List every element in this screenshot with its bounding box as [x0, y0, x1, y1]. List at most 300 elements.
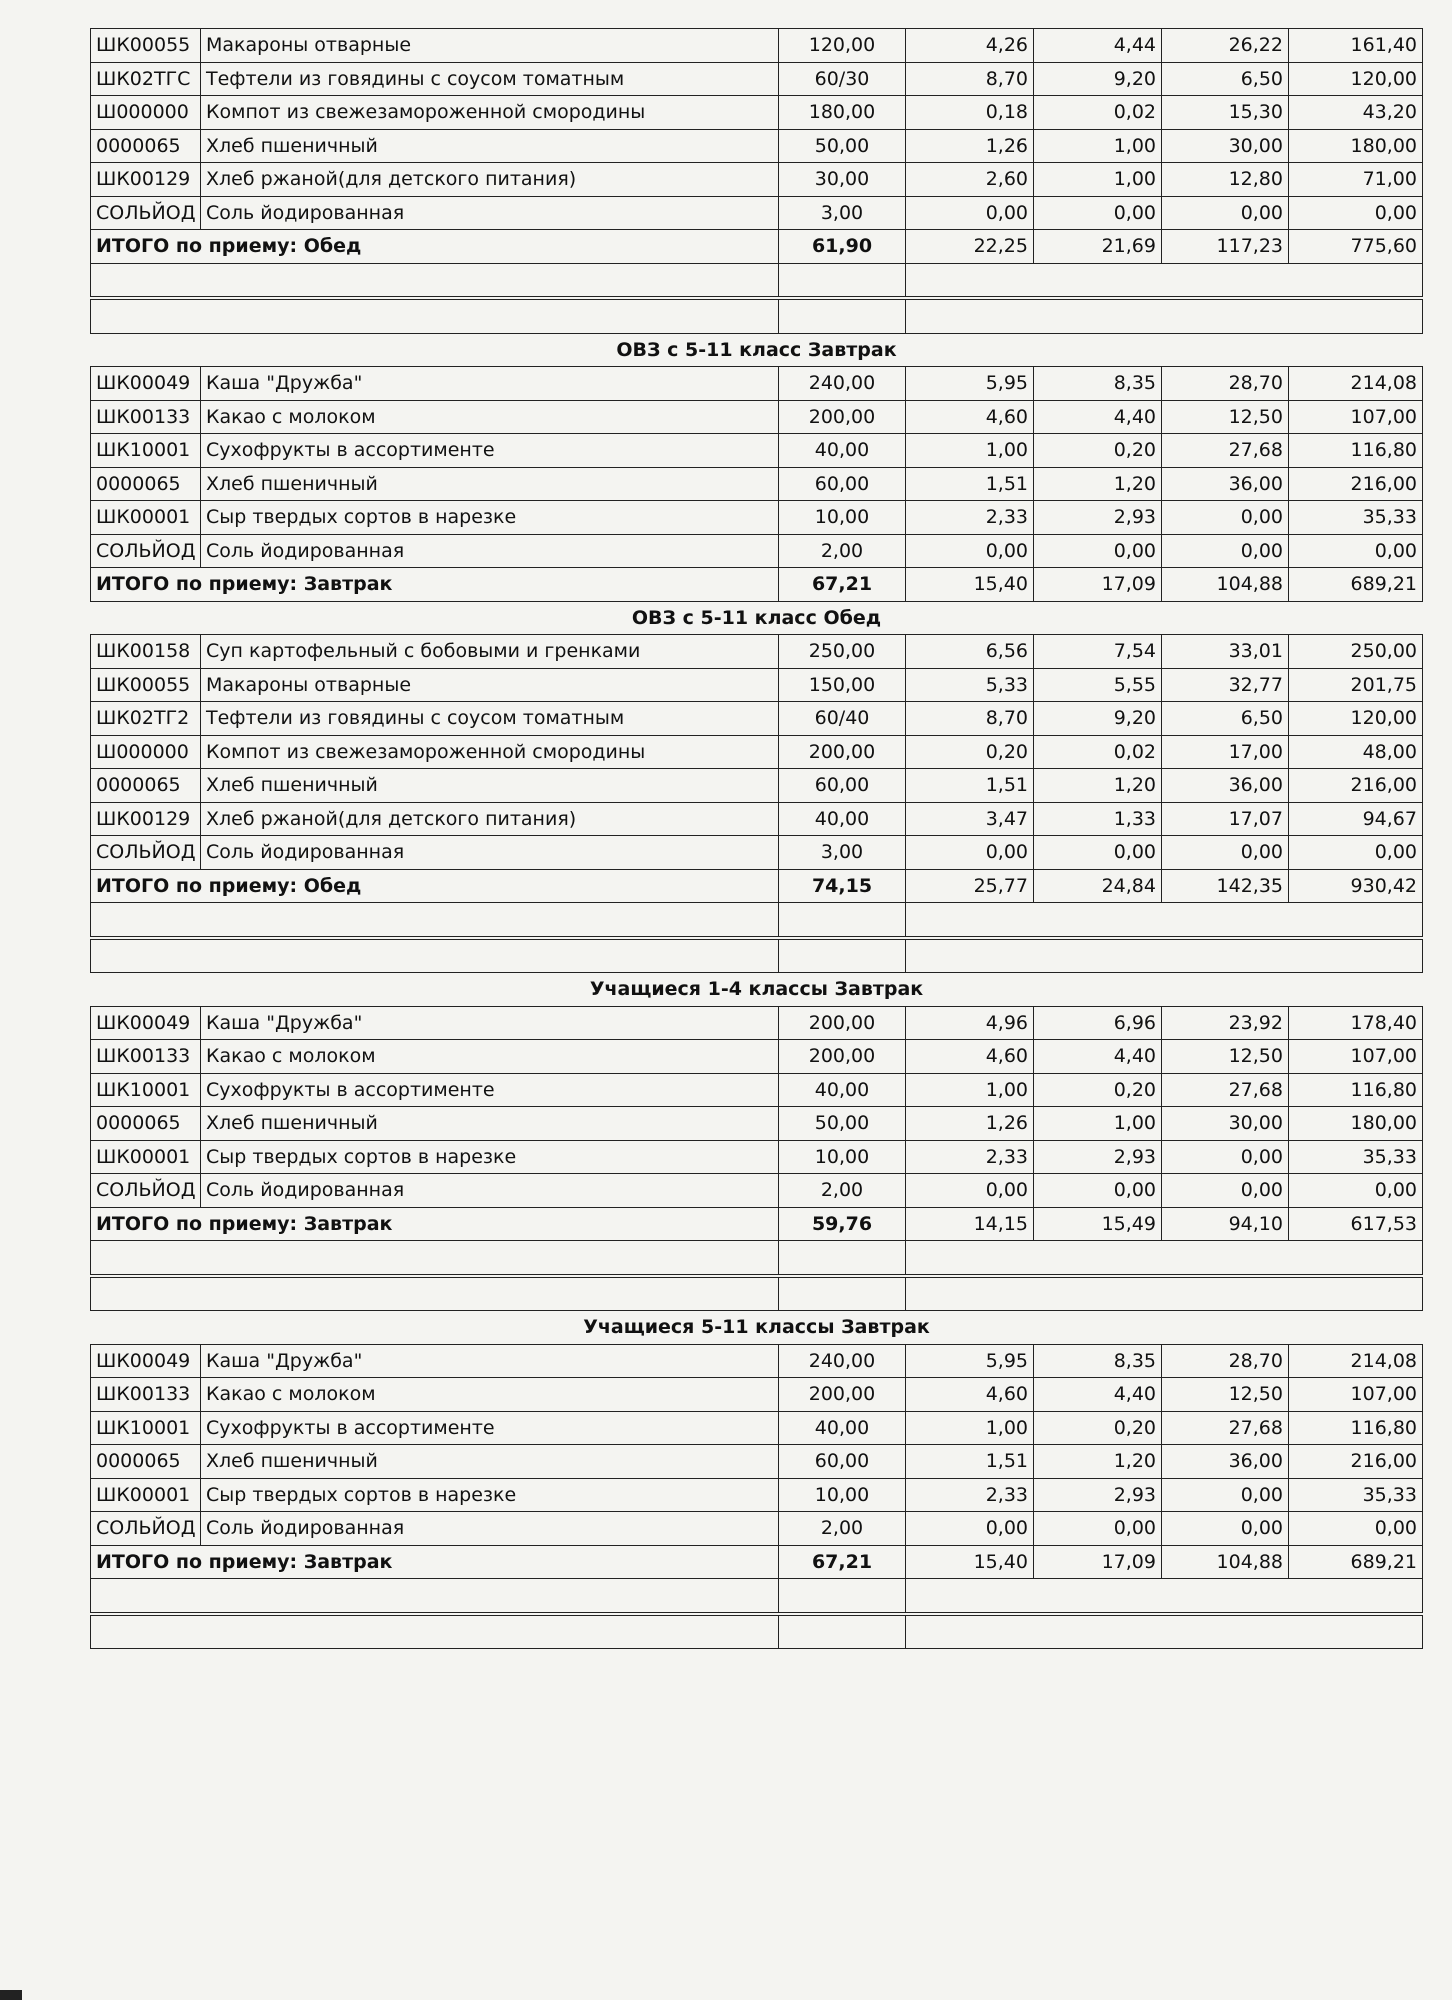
dish-name: Какао с молоком [201, 400, 779, 434]
table-row [91, 1174, 1423, 1208]
section-heading-row [91, 973, 1423, 1007]
dish-weight: 3,00 [779, 836, 906, 870]
dish-carbs: 32,77 [1162, 668, 1289, 702]
dish-energy: 216,00 [1289, 467, 1423, 501]
section-heading-row [91, 1311, 1423, 1345]
dish-name: Хлеб пшеничный [201, 467, 779, 501]
dish-code: ШК00129 [91, 802, 201, 836]
blank-cell [906, 263, 1423, 298]
blank-row [91, 903, 1423, 938]
dish-weight: 60,00 [779, 1445, 906, 1479]
total-label: ИТОГО по приему: Завтрак [91, 1207, 779, 1241]
total-fat: 17,09 [1034, 1545, 1162, 1579]
table-row [91, 467, 1423, 501]
dish-fat: 1,33 [1034, 802, 1162, 836]
dish-weight: 150,00 [779, 668, 906, 702]
total-protein: 22,25 [906, 230, 1034, 264]
dish-name: Соль йодированная [201, 196, 779, 230]
dish-protein: 4,26 [906, 29, 1034, 63]
dish-fat: 1,00 [1034, 129, 1162, 163]
table-row [91, 836, 1423, 870]
blank-cell [779, 1276, 906, 1311]
table-row [91, 1040, 1423, 1074]
dish-protein: 1,51 [906, 1445, 1034, 1479]
dish-fat: 0,20 [1034, 434, 1162, 468]
dish-fat: 2,93 [1034, 1140, 1162, 1174]
blank-row [91, 1241, 1423, 1276]
dish-code: ШК00129 [91, 163, 201, 197]
dish-code: ШК00049 [91, 367, 201, 401]
section-heading: ОВЗ с 5-11 класс Завтрак [91, 333, 1423, 367]
dish-fat: 7,54 [1034, 635, 1162, 669]
dish-name: Хлеб пшеничный [201, 769, 779, 803]
blank-cell [779, 263, 906, 298]
dish-name: Соль йодированная [201, 534, 779, 568]
dish-energy: 120,00 [1289, 62, 1423, 96]
dish-carbs: 0,00 [1162, 836, 1289, 870]
table-row [91, 1445, 1423, 1479]
dish-protein: 1,00 [906, 1073, 1034, 1107]
total-energy: 617,53 [1289, 1207, 1423, 1241]
dish-energy: 43,20 [1289, 96, 1423, 130]
dish-name: Соль йодированная [201, 1512, 779, 1546]
blank-row [91, 263, 1423, 298]
table-row [91, 1006, 1423, 1040]
table-row [91, 735, 1423, 769]
dish-code: ШК00133 [91, 1040, 201, 1074]
table-row [91, 702, 1423, 736]
dish-name: Хлеб ржаной(для детского питания) [201, 163, 779, 197]
dish-weight: 40,00 [779, 1411, 906, 1445]
dish-protein: 0,20 [906, 735, 1034, 769]
total-row [91, 1545, 1423, 1579]
dish-carbs: 36,00 [1162, 467, 1289, 501]
dish-carbs: 0,00 [1162, 534, 1289, 568]
dish-code: 0000065 [91, 1107, 201, 1141]
section-heading: Учащиеся 1-4 классы Завтрак [91, 973, 1423, 1007]
dish-energy: 116,80 [1289, 434, 1423, 468]
dish-carbs: 0,00 [1162, 196, 1289, 230]
dish-code: ШК00001 [91, 1478, 201, 1512]
dish-code: ШК00055 [91, 29, 201, 63]
dish-protein: 0,18 [906, 96, 1034, 130]
total-row [91, 869, 1423, 903]
dish-protein: 1,51 [906, 769, 1034, 803]
dish-fat: 1,20 [1034, 467, 1162, 501]
dish-energy: 107,00 [1289, 1378, 1423, 1412]
dish-code: ШК00001 [91, 1140, 201, 1174]
blank-cell [906, 1614, 1423, 1649]
total-carbs: 104,88 [1162, 568, 1289, 602]
dish-fat: 0,00 [1034, 1174, 1162, 1208]
total-carbs: 104,88 [1162, 1545, 1289, 1579]
dish-carbs: 17,00 [1162, 735, 1289, 769]
dish-energy: 116,80 [1289, 1073, 1423, 1107]
dish-code: СОЛЬЙОД [91, 1174, 201, 1208]
dish-code: ШК00049 [91, 1344, 201, 1378]
dish-protein: 4,60 [906, 1040, 1034, 1074]
dish-code: ШК10001 [91, 1073, 201, 1107]
dish-energy: 201,75 [1289, 668, 1423, 702]
dish-carbs: 0,00 [1162, 1478, 1289, 1512]
dish-weight: 200,00 [779, 1040, 906, 1074]
dish-weight: 3,00 [779, 196, 906, 230]
dish-energy: 116,80 [1289, 1411, 1423, 1445]
dish-weight: 200,00 [779, 1006, 906, 1040]
dish-carbs: 28,70 [1162, 1344, 1289, 1378]
blank-cell [91, 1579, 779, 1614]
blank-cell [779, 298, 906, 333]
dish-fat: 1,20 [1034, 1445, 1162, 1479]
dish-name: Макароны отварные [201, 668, 779, 702]
table-row [91, 1378, 1423, 1412]
blank-cell [91, 1614, 779, 1649]
dish-carbs: 0,00 [1162, 1140, 1289, 1174]
dish-protein: 8,70 [906, 62, 1034, 96]
dish-energy: 250,00 [1289, 635, 1423, 669]
total-protein: 25,77 [906, 869, 1034, 903]
dish-energy: 216,00 [1289, 769, 1423, 803]
blank-cell [906, 938, 1423, 973]
dish-weight: 40,00 [779, 802, 906, 836]
dish-fat: 4,40 [1034, 1040, 1162, 1074]
total-weight: 59,76 [779, 1207, 906, 1241]
dish-energy: 35,33 [1289, 1478, 1423, 1512]
blank-cell [779, 1614, 906, 1649]
blank-cell [91, 263, 779, 298]
dish-protein: 1,00 [906, 434, 1034, 468]
dish-weight: 240,00 [779, 1344, 906, 1378]
dish-protein: 0,00 [906, 534, 1034, 568]
dish-weight: 10,00 [779, 501, 906, 535]
blank-row [91, 1579, 1423, 1614]
dish-code: ШК10001 [91, 434, 201, 468]
total-label: ИТОГО по приему: Обед [91, 869, 779, 903]
blank-row [91, 298, 1423, 333]
dish-weight: 200,00 [779, 1378, 906, 1412]
dish-energy: 35,33 [1289, 1140, 1423, 1174]
dish-protein: 2,60 [906, 163, 1034, 197]
dish-name: Хлеб пшеничный [201, 129, 779, 163]
dish-name: Какао с молоком [201, 1378, 779, 1412]
dish-weight: 2,00 [779, 1174, 906, 1208]
dish-code: 0000065 [91, 769, 201, 803]
dish-energy: 214,08 [1289, 1344, 1423, 1378]
total-weight: 67,21 [779, 1545, 906, 1579]
dish-code: ШК02ТГС [91, 62, 201, 96]
dish-carbs: 28,70 [1162, 367, 1289, 401]
dish-fat: 4,40 [1034, 1378, 1162, 1412]
blank-cell [91, 298, 779, 333]
dish-carbs: 33,01 [1162, 635, 1289, 669]
blank-cell [779, 938, 906, 973]
dish-fat: 5,55 [1034, 668, 1162, 702]
dish-code: Ш000000 [91, 96, 201, 130]
menu-table [90, 28, 1423, 1649]
dish-protein: 2,33 [906, 1478, 1034, 1512]
dish-fat: 1,00 [1034, 1107, 1162, 1141]
table-row [91, 400, 1423, 434]
dish-protein: 8,70 [906, 702, 1034, 736]
table-row [91, 1073, 1423, 1107]
dish-protein: 2,33 [906, 501, 1034, 535]
section-heading: Учащиеся 5-11 классы Завтрак [91, 1311, 1423, 1345]
dish-name: Соль йодированная [201, 1174, 779, 1208]
dish-carbs: 12,50 [1162, 1378, 1289, 1412]
scan-edge-mark [0, 1990, 22, 2000]
table-row [91, 1107, 1423, 1141]
dish-weight: 120,00 [779, 29, 906, 63]
total-protein: 15,40 [906, 1545, 1034, 1579]
dish-name: Соль йодированная [201, 836, 779, 870]
total-protein: 15,40 [906, 568, 1034, 602]
blank-cell [91, 938, 779, 973]
dish-code: ШК00055 [91, 668, 201, 702]
table-row [91, 129, 1423, 163]
dish-weight: 10,00 [779, 1478, 906, 1512]
dish-weight: 40,00 [779, 1073, 906, 1107]
dish-energy: 107,00 [1289, 1040, 1423, 1074]
dish-carbs: 12,50 [1162, 400, 1289, 434]
total-fat: 15,49 [1034, 1207, 1162, 1241]
dish-code: ШК00158 [91, 635, 201, 669]
dish-energy: 71,00 [1289, 163, 1423, 197]
blank-row [91, 938, 1423, 973]
dish-code: СОЛЬЙОД [91, 534, 201, 568]
dish-carbs: 0,00 [1162, 1512, 1289, 1546]
dish-energy: 94,67 [1289, 802, 1423, 836]
dish-protein: 4,60 [906, 400, 1034, 434]
dish-code: 0000065 [91, 129, 201, 163]
dish-carbs: 6,50 [1162, 62, 1289, 96]
blank-cell [91, 1241, 779, 1276]
dish-name: Каша "Дружба" [201, 1344, 779, 1378]
dish-energy: 120,00 [1289, 702, 1423, 736]
dish-protein: 2,33 [906, 1140, 1034, 1174]
blank-row [91, 1276, 1423, 1311]
dish-fat: 0,00 [1034, 1512, 1162, 1546]
dish-protein: 1,51 [906, 467, 1034, 501]
total-protein: 14,15 [906, 1207, 1034, 1241]
blank-cell [906, 1579, 1423, 1614]
total-weight: 74,15 [779, 869, 906, 903]
table-row [91, 367, 1423, 401]
dish-protein: 0,00 [906, 196, 1034, 230]
dish-code: СОЛЬЙОД [91, 196, 201, 230]
dish-energy: 48,00 [1289, 735, 1423, 769]
dish-energy: 180,00 [1289, 1107, 1423, 1141]
dish-carbs: 6,50 [1162, 702, 1289, 736]
table-row [91, 163, 1423, 197]
dish-name: Каша "Дружба" [201, 1006, 779, 1040]
dish-name: Сыр твердых сортов в нарезке [201, 1478, 779, 1512]
dish-code: 0000065 [91, 1445, 201, 1479]
dish-carbs: 36,00 [1162, 1445, 1289, 1479]
dish-protein: 1,26 [906, 1107, 1034, 1141]
dish-fat: 9,20 [1034, 62, 1162, 96]
table-row [91, 802, 1423, 836]
dish-name: Сухофрукты в ассортименте [201, 434, 779, 468]
blank-cell [91, 903, 779, 938]
dish-code: ШК02ТГ2 [91, 702, 201, 736]
dish-protein: 5,95 [906, 1344, 1034, 1378]
total-energy: 689,21 [1289, 568, 1423, 602]
table-row [91, 1140, 1423, 1174]
dish-weight: 10,00 [779, 1140, 906, 1174]
dish-fat: 1,00 [1034, 163, 1162, 197]
dish-fat: 9,20 [1034, 702, 1162, 736]
total-row [91, 1207, 1423, 1241]
total-carbs: 142,35 [1162, 869, 1289, 903]
dish-carbs: 15,30 [1162, 96, 1289, 130]
dish-fat: 6,96 [1034, 1006, 1162, 1040]
dish-code: ШК00049 [91, 1006, 201, 1040]
dish-carbs: 23,92 [1162, 1006, 1289, 1040]
total-energy: 930,42 [1289, 869, 1423, 903]
dish-protein: 1,00 [906, 1411, 1034, 1445]
total-energy: 775,60 [1289, 230, 1423, 264]
dish-name: Компот из свежезамороженной смородины [201, 735, 779, 769]
dish-code: СОЛЬЙОД [91, 836, 201, 870]
dish-fat: 0,20 [1034, 1073, 1162, 1107]
dish-code: ШК00001 [91, 501, 201, 535]
table-row [91, 1344, 1423, 1378]
dish-energy: 180,00 [1289, 129, 1423, 163]
dish-code: СОЛЬЙОД [91, 1512, 201, 1546]
dish-name: Сухофрукты в ассортименте [201, 1073, 779, 1107]
dish-code: ШК00133 [91, 400, 201, 434]
dish-weight: 2,00 [779, 1512, 906, 1546]
dish-carbs: 12,50 [1162, 1040, 1289, 1074]
dish-carbs: 36,00 [1162, 769, 1289, 803]
total-energy: 689,21 [1289, 1545, 1423, 1579]
dish-fat: 8,35 [1034, 367, 1162, 401]
dish-weight: 180,00 [779, 96, 906, 130]
dish-fat: 0,02 [1034, 735, 1162, 769]
table-row [91, 769, 1423, 803]
total-fat: 17,09 [1034, 568, 1162, 602]
dish-protein: 3,47 [906, 802, 1034, 836]
total-label: ИТОГО по приему: Обед [91, 230, 779, 264]
total-fat: 24,84 [1034, 869, 1162, 903]
dish-fat: 2,93 [1034, 501, 1162, 535]
dish-carbs: 17,07 [1162, 802, 1289, 836]
dish-protein: 5,95 [906, 367, 1034, 401]
dish-name: Сухофрукты в ассортименте [201, 1411, 779, 1445]
dish-code: Ш000000 [91, 735, 201, 769]
blank-cell [906, 903, 1423, 938]
dish-name: Тефтели из говядины с соусом томатным [201, 702, 779, 736]
dish-name: Суп картофельный с бобовыми и гренками [201, 635, 779, 669]
total-label: ИТОГО по приему: Завтрак [91, 1545, 779, 1579]
total-label: ИТОГО по приему: Завтрак [91, 568, 779, 602]
dish-weight: 50,00 [779, 1107, 906, 1141]
dish-energy: 216,00 [1289, 1445, 1423, 1479]
dish-code: 0000065 [91, 467, 201, 501]
dish-fat: 8,35 [1034, 1344, 1162, 1378]
blank-cell [906, 1241, 1423, 1276]
dish-protein: 5,33 [906, 668, 1034, 702]
blank-cell [91, 1276, 779, 1311]
dish-fat: 4,40 [1034, 400, 1162, 434]
dish-protein: 0,00 [906, 1512, 1034, 1546]
total-row [91, 568, 1423, 602]
dish-weight: 60/40 [779, 702, 906, 736]
table-row [91, 635, 1423, 669]
dish-name: Тефтели из говядины с соусом томатным [201, 62, 779, 96]
dish-name: Сыр твердых сортов в нарезке [201, 501, 779, 535]
total-carbs: 117,23 [1162, 230, 1289, 264]
dish-protein: 1,26 [906, 129, 1034, 163]
dish-carbs: 26,22 [1162, 29, 1289, 63]
menu-table-body [91, 29, 1423, 1649]
menu-sheet [90, 28, 1422, 1649]
table-row [91, 62, 1423, 96]
dish-name: Компот из свежезамороженной смородины [201, 96, 779, 130]
dish-weight: 60/30 [779, 62, 906, 96]
table-row [91, 534, 1423, 568]
dish-protein: 4,60 [906, 1378, 1034, 1412]
dish-name: Какао с молоком [201, 1040, 779, 1074]
dish-carbs: 27,68 [1162, 1073, 1289, 1107]
dish-energy: 0,00 [1289, 196, 1423, 230]
table-row [91, 501, 1423, 535]
blank-cell [906, 298, 1423, 333]
dish-code: ШК10001 [91, 1411, 201, 1445]
dish-energy: 178,40 [1289, 1006, 1423, 1040]
dish-name: Хлеб пшеничный [201, 1445, 779, 1479]
dish-name: Макароны отварные [201, 29, 779, 63]
dish-weight: 50,00 [779, 129, 906, 163]
dish-fat: 2,93 [1034, 1478, 1162, 1512]
dish-weight: 240,00 [779, 367, 906, 401]
dish-weight: 200,00 [779, 735, 906, 769]
blank-cell [779, 1579, 906, 1614]
total-weight: 61,90 [779, 230, 906, 264]
blank-cell [779, 1241, 906, 1276]
total-carbs: 94,10 [1162, 1207, 1289, 1241]
dish-fat: 0,00 [1034, 836, 1162, 870]
total-row [91, 230, 1423, 264]
dish-weight: 30,00 [779, 163, 906, 197]
dish-weight: 40,00 [779, 434, 906, 468]
dish-energy: 0,00 [1289, 534, 1423, 568]
dish-weight: 200,00 [779, 400, 906, 434]
table-row [91, 434, 1423, 468]
dish-protein: 0,00 [906, 1174, 1034, 1208]
dish-protein: 6,56 [906, 635, 1034, 669]
table-row [91, 29, 1423, 63]
dish-protein: 0,00 [906, 836, 1034, 870]
section-heading-row [91, 601, 1423, 635]
dish-weight: 250,00 [779, 635, 906, 669]
dish-energy: 0,00 [1289, 1174, 1423, 1208]
dish-carbs: 30,00 [1162, 1107, 1289, 1141]
dish-carbs: 0,00 [1162, 501, 1289, 535]
dish-fat: 0,00 [1034, 196, 1162, 230]
table-row [91, 1478, 1423, 1512]
dish-energy: 161,40 [1289, 29, 1423, 63]
dish-fat: 0,20 [1034, 1411, 1162, 1445]
dish-carbs: 30,00 [1162, 129, 1289, 163]
blank-cell [779, 903, 906, 938]
table-row [91, 96, 1423, 130]
dish-energy: 35,33 [1289, 501, 1423, 535]
dish-fat: 0,02 [1034, 96, 1162, 130]
dish-name: Хлеб пшеничный [201, 1107, 779, 1141]
dish-energy: 214,08 [1289, 367, 1423, 401]
dish-name: Хлеб ржаной(для детского питания) [201, 802, 779, 836]
